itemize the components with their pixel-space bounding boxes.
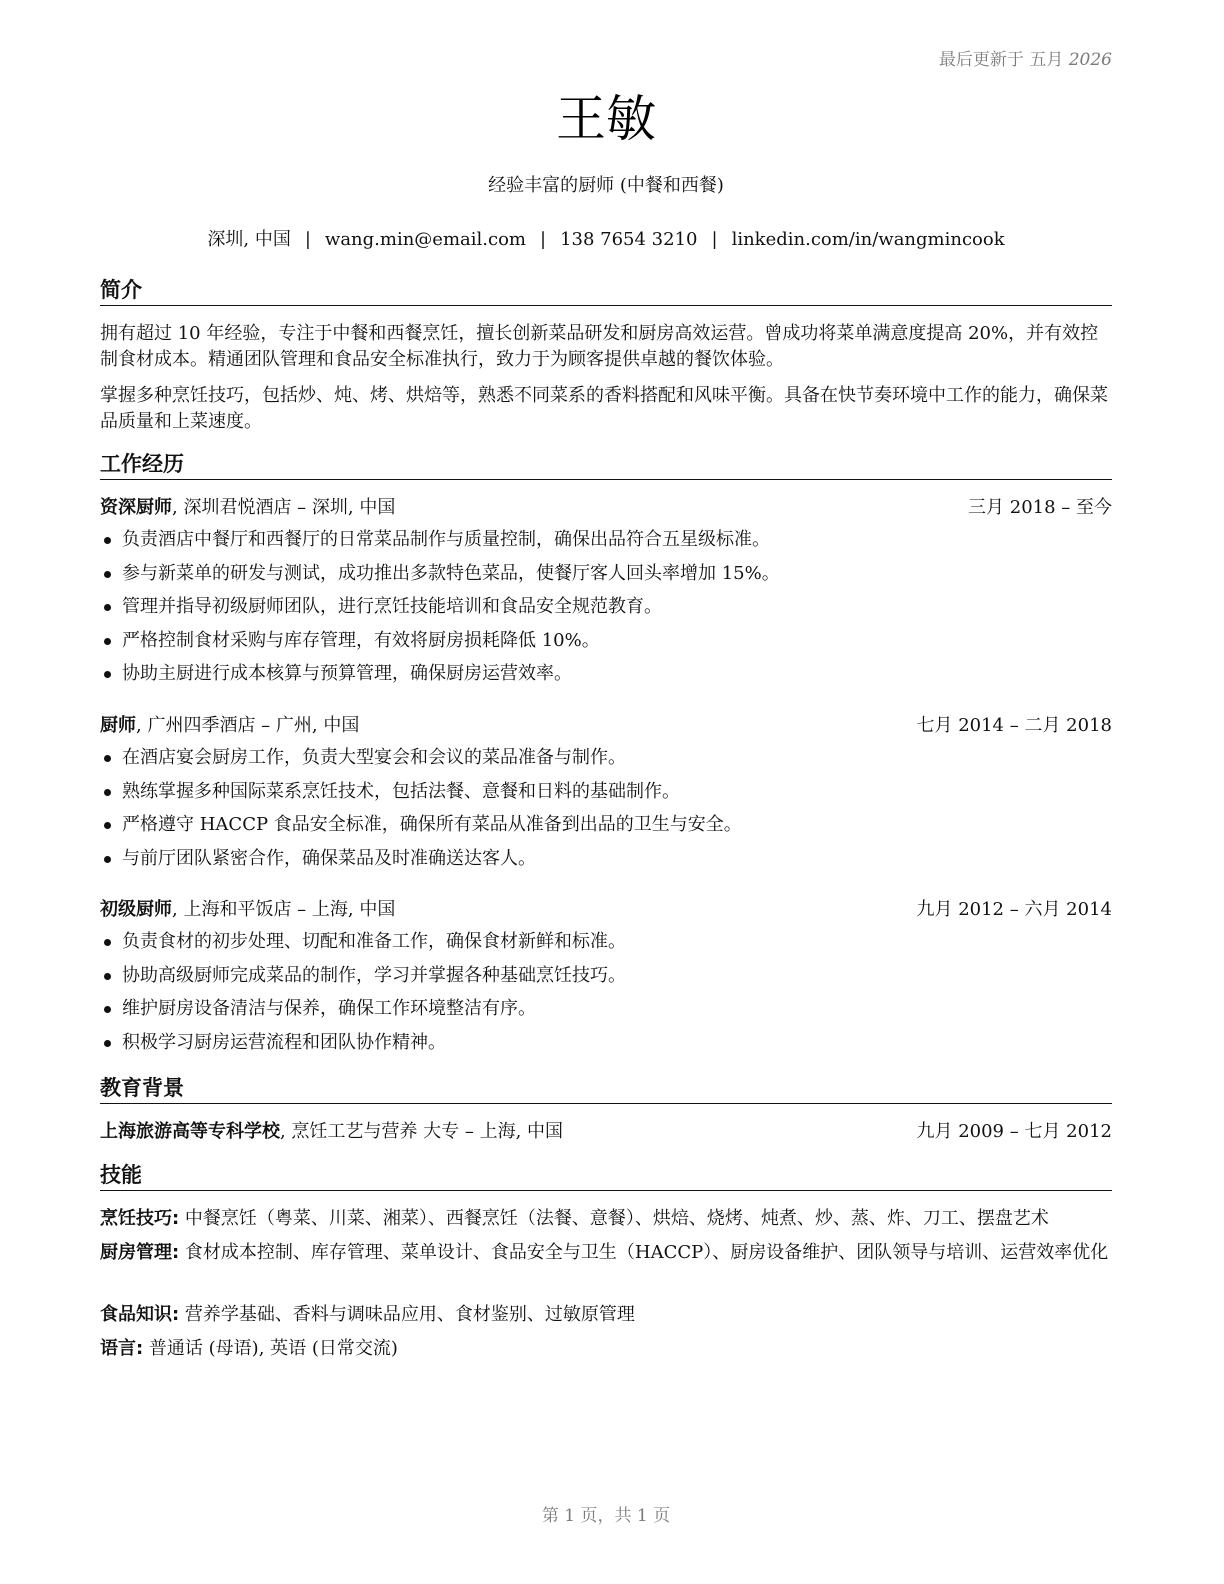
job-date: 九月 2012 – 六月 2014 xyxy=(916,899,1112,920)
skill-label: 语言: xyxy=(100,1338,144,1359)
job-role: 初级厨师 xyxy=(100,899,172,920)
education-date: 九月 2009 – 七月 2012 xyxy=(916,1121,1112,1142)
page-number: 第 1 页，共 1 页 xyxy=(541,1506,671,1526)
contact-separator: | xyxy=(304,229,311,250)
contact-phone: 138 7654 3210 xyxy=(560,229,698,250)
job-bullet: 维护厨房设备清洁与保养，确保工作环境整洁有序。 xyxy=(100,996,1112,1030)
contact-line xyxy=(100,225,1112,251)
last-updated-prefix: 最后更新于 五月 xyxy=(938,50,1064,70)
contact-location: 深圳, 中国 xyxy=(207,229,291,250)
last-updated xyxy=(939,45,1112,70)
job-bullets xyxy=(100,527,1112,695)
headline: 经验丰富的厨师 (中餐和西餐) xyxy=(488,175,724,196)
education-school: 上海旅游高等专科学校 xyxy=(100,1121,280,1142)
job-org: , 上海和平饭店 – 上海, 中国 xyxy=(172,899,396,920)
skill-value: 中餐烹饪（粤菜、川菜、湘菜）、西餐烹饪（法餐、意餐）、烘焙、烧烤、炖煮、炒、蒸、炸、刀工、摆盘艺术 xyxy=(179,1208,1049,1229)
skill-label: 烹饪技巧: xyxy=(100,1208,180,1229)
job-bullet: 积极学习厨房运营流程和团队协作精神。 xyxy=(100,1030,1112,1064)
skill-label: 食品知识: xyxy=(100,1304,180,1325)
summary-paragraph-1: 拥有超过 10 年经验，专注于中餐和西餐烹饪，擅长创新菜品研发和厨房高效运营。曾成功将菜单满意度提高 20%，并有效控制食材成本。精通团队管理和食品安全标准执行，致力于为顾客提供卓越的餐饮体验。 xyxy=(100,323,1099,370)
skill-row xyxy=(100,1336,1112,1362)
section-title-skills: 技能 xyxy=(100,1161,1112,1191)
job-role: 资深厨师 xyxy=(100,497,172,518)
job-bullet: 协助主厨进行成本核算与预算管理，确保厨房运营效率。 xyxy=(100,661,1112,695)
section-title-education: 教育背景 xyxy=(100,1074,1112,1104)
job-header xyxy=(100,713,1112,739)
job-bullet: 与前厅团队紧密合作，确保菜品及时准确送达客人。 xyxy=(100,846,1112,880)
job-role: 厨师 xyxy=(100,715,136,736)
job-date: 三月 2018 – 至今 xyxy=(968,497,1112,518)
skill-value: 食材成本控制、库存管理、菜单设计、食品安全与卫生（HACCP）、厨房设备维护、团队领导与培训、运营效率优化 xyxy=(179,1242,1109,1263)
candidate-name: 王敏 xyxy=(556,90,656,148)
contact-separator: | xyxy=(711,229,718,250)
job-bullet: 在酒店宴会厨房工作，负责大型宴会和会议的菜品准备与制作。 xyxy=(100,745,1112,779)
job-bullet: 严格控制食材采购与库存管理，有效将厨房损耗降低 10%。 xyxy=(100,628,1112,662)
skill-value: 营养学基础、香料与调味品应用、食材鉴别、过敏原管理 xyxy=(179,1304,635,1325)
job-bullet: 熟练掌握多种国际菜系烹饪技术，包括法餐、意餐和日料的基础制作。 xyxy=(100,779,1112,813)
education-detail: , 烹饪工艺与营养 大专 – 上海, 中国 xyxy=(280,1121,564,1142)
contact-email[interactable]: wang.min@email.com xyxy=(324,229,526,250)
job-bullets xyxy=(100,745,1112,879)
job-header xyxy=(100,897,1112,923)
section-title-summary: 简介 xyxy=(100,276,1112,306)
job-date: 七月 2014 – 二月 2018 xyxy=(916,715,1112,736)
skill-row xyxy=(100,1302,1112,1328)
job-bullet: 负责食材的初步处理、切配和准备工作，确保食材新鲜和标准。 xyxy=(100,929,1112,963)
job-org: , 广州四季酒店 – 广州, 中国 xyxy=(136,715,360,736)
job-bullet: 协助高级厨师完成菜品的制作，学习并掌握各种基础烹饪技巧。 xyxy=(100,963,1112,997)
job-bullet: 严格遵守 HACCP 食品安全标准，确保所有菜品从准备到出品的卫生与安全。 xyxy=(100,812,1112,846)
skill-row xyxy=(100,1240,1112,1266)
last-updated-year: 2026 xyxy=(1068,50,1112,70)
job-bullet: 参与新菜单的研发与测试，成功推出多款特色菜品，使餐厅客人回头率增加 15%。 xyxy=(100,561,1112,595)
job-header xyxy=(100,495,1112,521)
skill-label: 厨房管理: xyxy=(100,1242,180,1263)
job-bullets xyxy=(100,929,1112,1063)
section-title-experience: 工作经历 xyxy=(100,450,1112,480)
job-bullet: 负责酒店中餐厅和西餐厅的日常菜品制作与质量控制，确保出品符合五星级标准。 xyxy=(100,527,1112,561)
skill-value: 普通话 (母语), 英语 (日常交流) xyxy=(143,1338,398,1359)
resume-page xyxy=(100,0,1112,1584)
summary-paragraph-2: 掌握多种烹饪技巧，包括炒、炖、烤、烘焙等，熟悉不同菜系的香料搭配和风味平衡。具备在快节奏环境中工作的能力，确保菜品质量和上菜速度。 xyxy=(100,385,1108,432)
job-org: , 深圳君悦酒店 – 深圳, 中国 xyxy=(172,497,396,518)
contact-linkedin[interactable]: linkedin.com/in/wangmincook xyxy=(731,229,1005,250)
education-entry xyxy=(100,1119,1112,1145)
job-bullet: 管理并指导初级厨师团队，进行烹饪技能培训和食品安全规范教育。 xyxy=(100,594,1112,628)
skill-row xyxy=(100,1206,1112,1232)
contact-separator: | xyxy=(539,229,547,250)
